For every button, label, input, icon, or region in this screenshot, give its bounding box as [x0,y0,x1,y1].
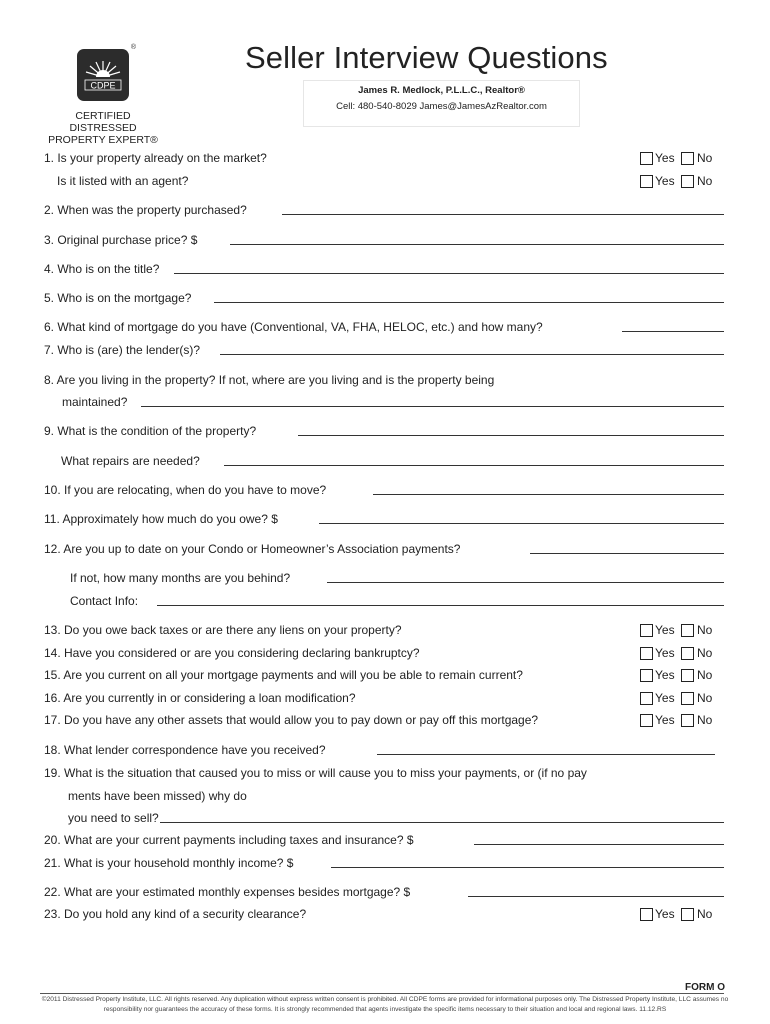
page-title: Seller Interview Questions [245,40,608,75]
q14-yes-label: Yes [655,646,675,660]
question-7: 7. Who is (are) the lender(s)? [44,343,201,357]
footer-copyright [40,995,730,1015]
question-23: 23. Do you hold any kind of a security clearance? [44,907,307,921]
question-12c: Contact Info: [70,594,139,608]
q14-yes-checkbox[interactable] [640,647,653,660]
q15-yes-checkbox[interactable] [640,669,653,682]
q19-answer-line[interactable] [160,822,724,823]
logo-registered-mark: ® [130,44,136,51]
q13-no-checkbox[interactable] [681,624,694,637]
question-18: 18. What lender correspondence have you received? [44,743,326,757]
q1b-yes-label: Yes [655,174,675,188]
footer-divider [40,993,724,994]
q20-answer-line[interactable] [474,844,724,845]
question-19: 19. What is the situation that caused you to miss or will cause you to miss your payments, or (if no pay [44,766,587,780]
q13-yes-label: Yes [655,623,675,637]
logo-caption [42,110,164,146]
q1-yes-checkbox[interactable] [640,152,653,165]
q14-no-checkbox[interactable] [681,647,694,660]
q9-answer-line[interactable] [298,435,724,436]
q23-yes-checkbox[interactable] [640,908,653,921]
question-9: 9. What is the condition of the property? [44,424,257,438]
question-20: 20. What are your current payments including taxes and insurance? $ [44,833,414,847]
question-16: 16. Are you currently in or considering a loan modification? [44,691,356,705]
q17-no-label: No [697,713,713,727]
q9b-answer-line[interactable] [224,465,724,466]
q1-yes-label: Yes [655,151,675,165]
q1-no-label: No [697,151,713,165]
sun-emblem-icon [77,49,129,101]
q6-answer-line[interactable] [622,331,724,332]
question-13: 13. Do you owe back taxes or are there any liens on your property? [44,623,402,637]
q13-no-label: No [697,623,713,637]
q23-no-label: No [697,907,713,921]
q15-no-checkbox[interactable] [681,669,694,682]
q18-answer-line[interactable] [377,754,715,755]
q16-yes-label: Yes [655,691,675,705]
agent-contact-box [303,80,580,127]
q17-yes-checkbox[interactable] [640,714,653,727]
q2-answer-line[interactable] [282,214,724,215]
q1-no-checkbox[interactable] [681,152,694,165]
q16-no-checkbox[interactable] [681,692,694,705]
question-6: 6. What kind of mortgage do you have (Conventional, VA, FHA, HELOC, etc.) and how many? [44,320,543,334]
question-12b: If not, how many months are you behind? [70,571,291,585]
question-3: 3. Original purchase price? $ [44,233,198,247]
logo-caption-line1: CERTIFIED DISTRESSED [69,110,137,134]
question-14: 14. Have you considered or are you considering declaring bankruptcy? [44,646,420,660]
question-9b: What repairs are needed? [61,454,200,468]
question-5: 5. Who is on the mortgage? [44,291,192,305]
question-10: 10. If you are relocating, when do you have to move? [44,483,327,497]
q16-no-label: No [697,691,713,705]
q15-no-label: No [697,668,713,682]
question-4: 4. Who is on the title? [44,262,160,276]
q17-no-checkbox[interactable] [681,714,694,727]
q12-answer-line[interactable] [530,553,724,554]
q7-answer-line[interactable] [220,354,724,355]
q1b-yes-checkbox[interactable] [640,175,653,188]
q11-answer-line[interactable] [319,523,724,524]
agent-name: James R. Medlock, P.L.L.C., Realtor® [358,85,525,96]
question-21: 21. What is your household monthly income? $ [44,856,294,870]
form-label: FORM O [685,982,725,993]
question-8: 8. Are you living in the property? If not, where are you living and is the property being [44,373,495,387]
q22-answer-line[interactable] [468,896,724,897]
q4-answer-line[interactable] [174,273,724,274]
q3-answer-line[interactable] [230,244,724,245]
q1b-no-label: No [697,174,713,188]
q15-yes-label: Yes [655,668,675,682]
logo-badge-text: CDPE [90,80,116,91]
q8-answer-line[interactable] [141,406,724,407]
footer-line2: responsibility nor guarantees the accuracy of these forms. It is strongly recommended that agents investigate the specific items necessary to their situation and local and regional laws. 11.12.RS [103,1006,667,1013]
question-17: 17. Do you have any other assets that would allow you to pay down or pay off this mortgage? [44,713,539,727]
q10-answer-line[interactable] [373,494,724,495]
question-19b: ments have been missed) why do [68,789,247,803]
q12c-answer-line[interactable] [157,605,724,606]
footer-line1: ©2011 Distressed Property Institute, LLC. All rights reserved. Any duplication without express written consent is prohibited. All CDPE forms are provided for informational purposes only. The Distressed Property Institute, LLC assumes no [41,996,729,1003]
logo-caption-line2: PROPERTY EXPERT® [48,134,158,146]
q21-answer-line[interactable] [331,867,724,868]
q23-no-checkbox[interactable] [681,908,694,921]
q23-yes-label: Yes [655,907,675,921]
question-1: 1. Is your property already on the market? [44,151,267,165]
question-19c: you need to sell? [68,811,159,825]
question-12: 12. Are you up to date on your Condo or Homeowner’s Association payments? [44,542,461,556]
question-1b: Is it listed with an agent? [57,174,189,188]
agent-contact: Cell: 480-540-8029 James@JamesAzRealtor.com [336,101,547,112]
question-2: 2. When was the property purchased? [44,203,247,217]
question-22: 22. What are your estimated monthly expenses besides mortgage? $ [44,885,411,899]
cdpe-logo [77,44,136,101]
question-8b: maintained? [62,395,128,409]
q12b-answer-line[interactable] [327,582,724,583]
q16-yes-checkbox[interactable] [640,692,653,705]
question-15: 15. Are you current on all your mortgage payments and will you be able to remain current? [44,668,523,682]
question-11: 11. Approximately how much do you owe? $ [44,512,278,526]
q17-yes-label: Yes [655,713,675,727]
q1b-no-checkbox[interactable] [681,175,694,188]
q14-no-label: No [697,646,713,660]
q5-answer-line[interactable] [214,302,724,303]
q13-yes-checkbox[interactable] [640,624,653,637]
